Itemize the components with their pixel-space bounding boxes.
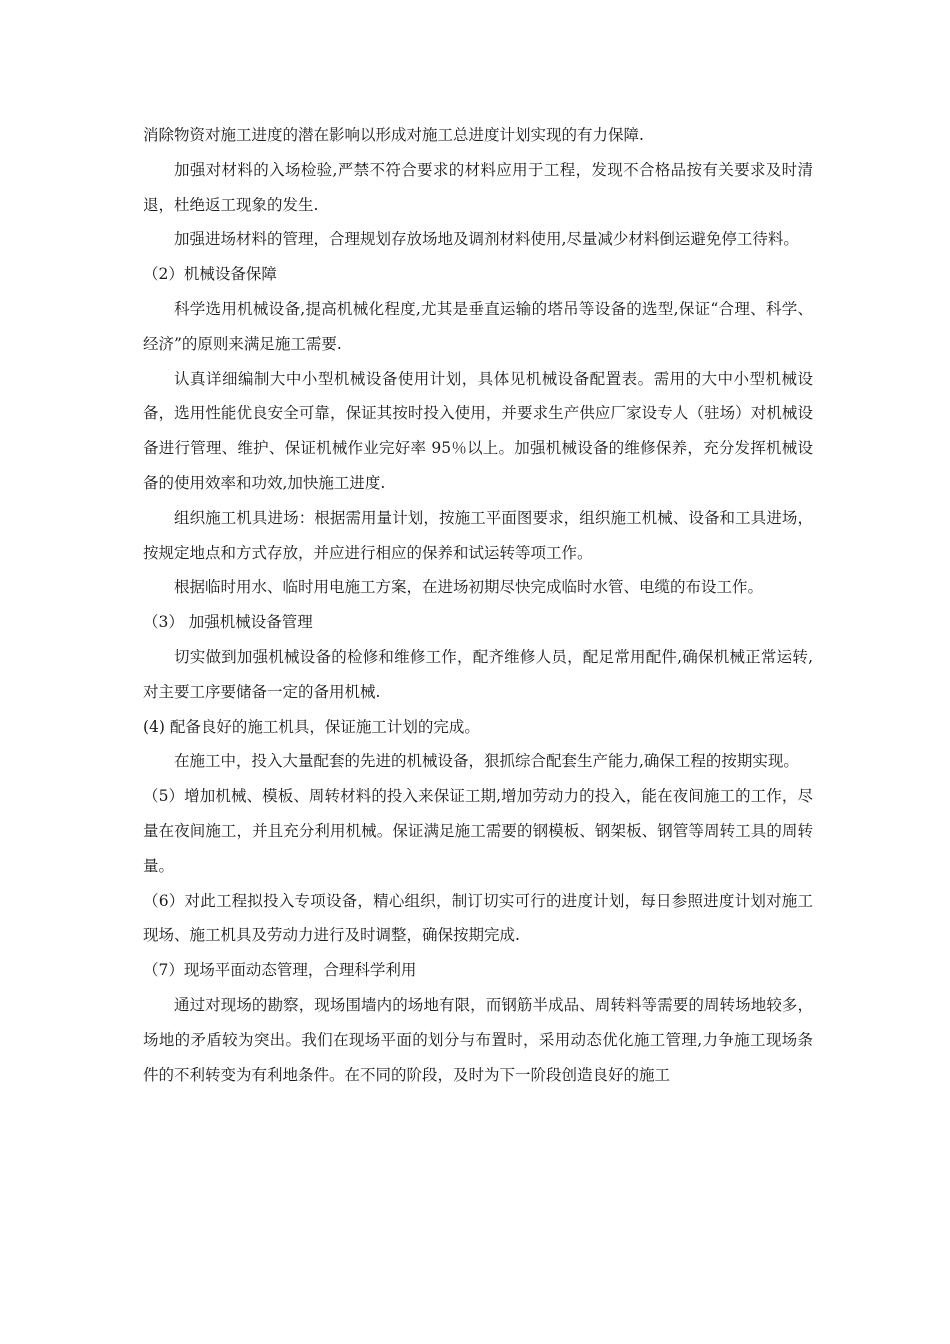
heading-machinery-guarantee: （2）机械设备保障: [143, 265, 277, 284]
paragraph-machinery-selection: 科学选用机械设备,提高机械化程度,尤其是垂直运输的塔吊等设备的选型,保证“合理、科学、经济”的原则来满足施工需要.: [143, 299, 813, 353]
heading-site-dynamic-management: （7）现场平面动态管理，合理科学利用: [143, 961, 417, 980]
paragraph-material-guarantee-end: 消除物资对施工进度的潜在影响以形成对施工总进度计划实现的有力保障.: [143, 126, 644, 144]
paragraph-machinery-plan: 认真详细编制大中小型机械设备使用计划，具体见机械设备配置表。需用的大中小型机械设备，选用性能优良安全可靠，保证其按时投入使用，并要求生产供应厂家设专人（驻场）对机械设备进行管理、维护、保证机械作业完好率 95％以上。加强机械设备的维修保养，充分发挥机械设备的使用效率和功效,加快施工进度.: [143, 369, 813, 492]
paragraph-temporary-utilities: 根据临时用水、临时用电施工方案，在进场初期尽快完成临时水管、电缆的布设工作。: [174, 578, 764, 597]
heading-machinery-management: （3） 加强机械设备管理: [143, 613, 313, 632]
paragraph-site-survey: 通过对现场的勘察，现场围墙内的场地有限，而钢筋半成品、周转料等需要的周转场地较多，场地的矛盾较为突出。我们在现场平面的划分与布置时，采用动态优化施工管理,力争施工现场条件的不利转变为有利地条件。在不同的阶段，及时为下一阶段创造良好的施工: [143, 995, 813, 1084]
paragraph-material-storage: 加强进场材料的管理，合理规划存放场地及调剂材料使用,尽量减少材料倒运避免停工待料。: [174, 230, 799, 249]
heading-construction-tools: (4) 配备良好的施工机具，保证施工计划的完成。: [143, 717, 480, 736]
document-body: [143, 118, 813, 1092]
heading-increase-inputs: （5）增加机械、模板、周转材料的投入来保证工期,增加劳动力的投入，能在夜间施工的工作，尽量在夜间施工，并且充分利用机械。保证满足施工需要的钢模板、钢架板、钢管等周转工具的周转量。: [143, 787, 813, 875]
paragraph-machinery-maintenance: 切实做到加强机械设备的检修和维修工作，配齐维修人员，配足常用配件,确保机械正常运转,对主要工序要储备一定的备用机械.: [143, 647, 813, 701]
heading-special-equipment: （6）对此工程拟投入专项设备，精心组织，制订切实可行的进度计划，每日参照进度计划对施工现场、施工机具及劳动力进行及时调整，确保按期完成.: [143, 891, 813, 945]
paragraph-material-inspection: 加强对材料的入场检验,严禁不符合要求的材料应用于工程，发现不合格品按有关要求及时清退，杜绝返工现象的发生.: [143, 160, 813, 214]
paragraph-equipment-entry: 组织施工机具进场：根据需用量计划，按施工平面图要求，组织施工机械、设备和工具进场，按规定地点和方式存放，并应进行相应的保养和试运转等项工作。: [143, 508, 813, 562]
paragraph-advanced-equipment: 在施工中，投入大量配套的先进的机械设备，狠抓综合配套生产能力,确保工程的按期实现。: [174, 752, 799, 771]
